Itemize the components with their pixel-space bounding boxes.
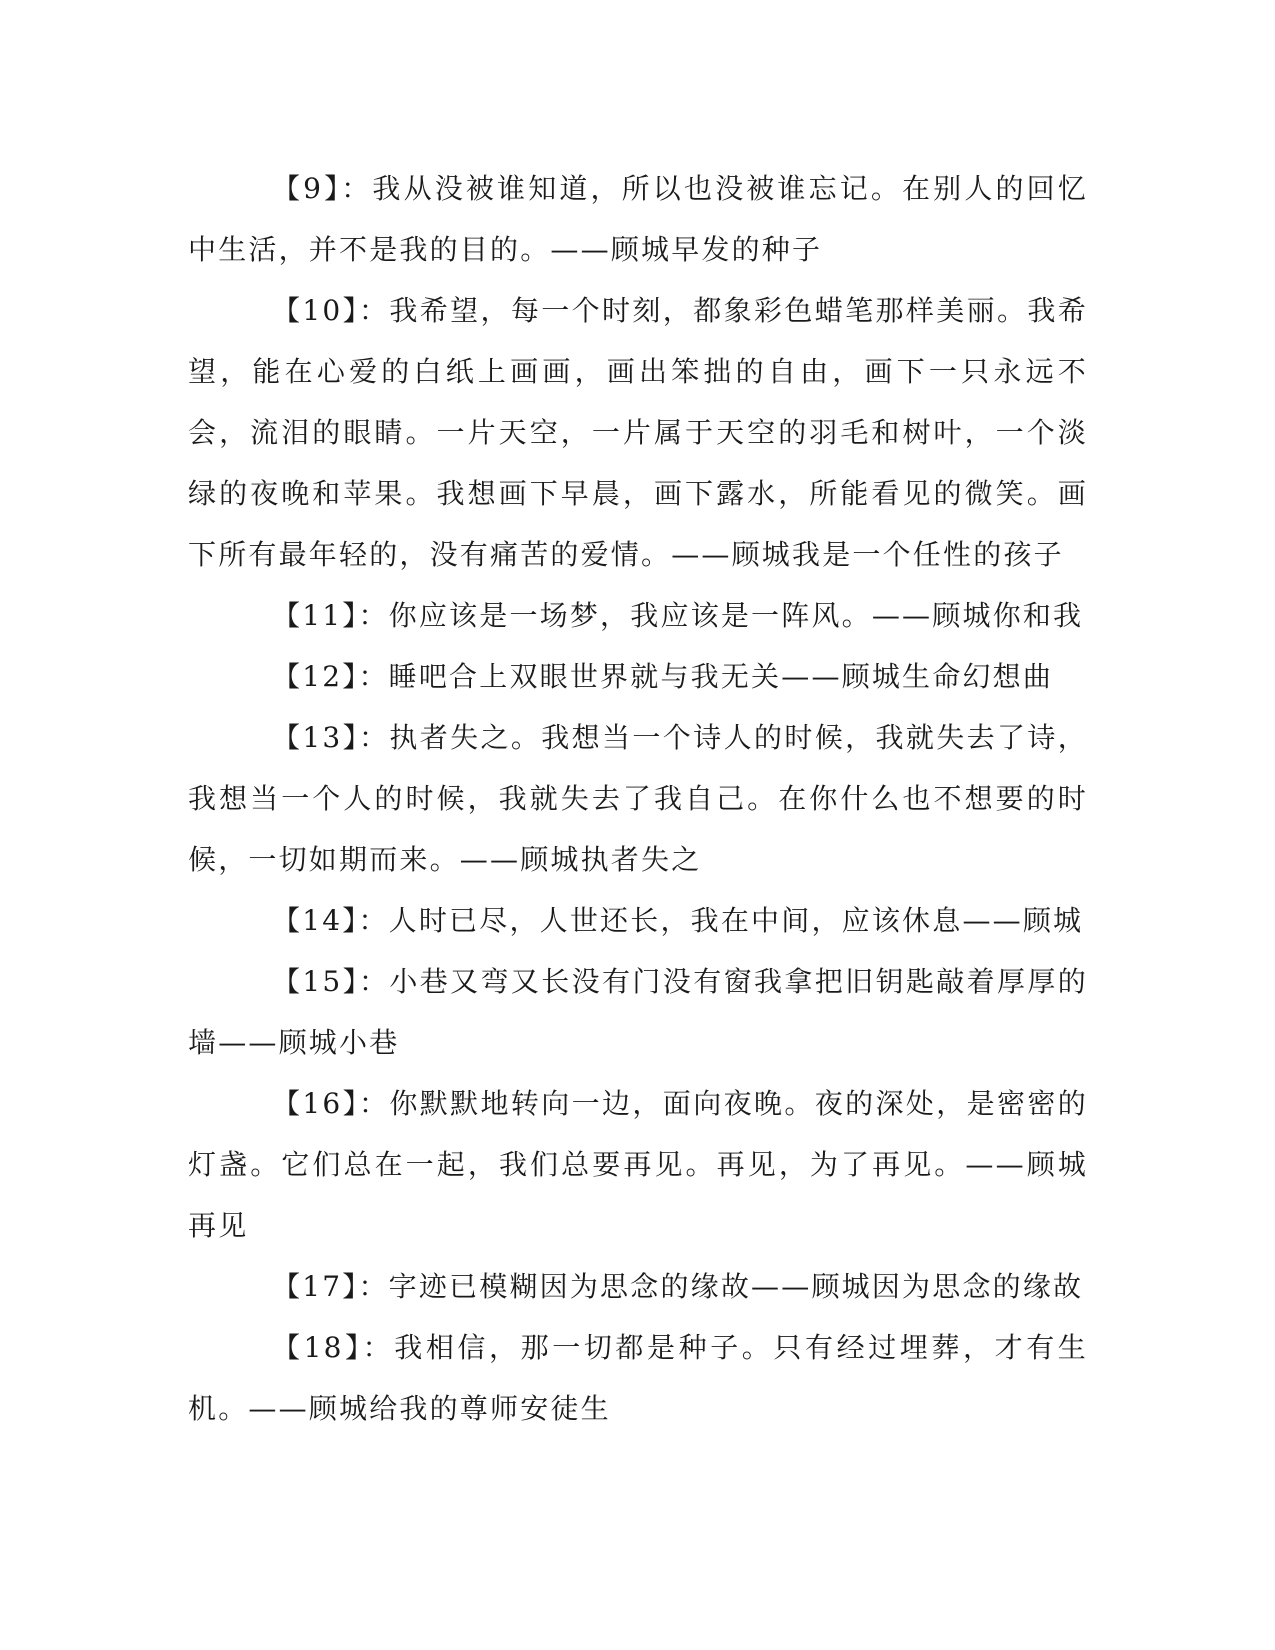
- quote-paragraph: [188, 1317, 1088, 1439]
- quote-number: 【10】: [272, 294, 359, 327]
- quote-paragraph: [188, 707, 1088, 890]
- quote-text: ：我希望，每一个时刻，都象彩色蜡笔那样美丽。我希望，能在心爱的白纸上画画，画出笨拙的自由，画下一只永远不会，流泪的眼睛。一片天空，一片属于天空的羽毛和树叶，一个淡绿的夜晚和苹果。我想画下早晨，画下露水，所能看见的微笑。画下所有最年轻的，没有痛苦的爱情。——顾城我是一个任性的孩子: [188, 294, 1088, 571]
- quote-text: ：小巷又弯又长没有门没有窗我拿把旧钥匙敲着厚厚的墙——顾城小巷: [188, 965, 1088, 1059]
- quote-number: 【13】: [272, 721, 359, 754]
- quote-number: 【14】: [272, 904, 359, 937]
- quote-text: ：执者失之。我想当一个诗人的时候，我就失去了诗，我想当一个人的时候，我就失去了我自己。在你什么也不想要的时候，一切如期而来。——顾城执者失之: [188, 721, 1088, 876]
- quote-number: 【16】: [272, 1087, 359, 1120]
- quote-number: 【17】: [272, 1270, 359, 1303]
- quote-text: ：人时已尽，人世还长，我在中间，应该休息——顾城: [358, 904, 1084, 937]
- quote-paragraph: [188, 951, 1088, 1073]
- quote-number: 【12】: [272, 660, 359, 693]
- quote-text: ：我从没被谁知道，所以也没被谁忘记。在别人的回忆中生活，并不是我的目的。——顾城早发的种子: [188, 172, 1088, 266]
- quote-number: 【15】: [272, 965, 359, 998]
- quote-text: ：字迹已模糊因为思念的缘故——顾城因为思念的缘故: [358, 1270, 1084, 1303]
- quote-paragraph: [188, 158, 1088, 280]
- quote-paragraph: [188, 280, 1088, 585]
- quote-paragraph: [188, 585, 1088, 646]
- quote-text: ：你默默地转向一边，面向夜晚。夜的深处，是密密的灯盏。它们总在一起，我们总要再见。再见，为了再见。——顾城再见: [188, 1087, 1088, 1242]
- quote-number: 【18】: [272, 1331, 363, 1364]
- quote-text: ：睡吧合上双眼世界就与我无关——顾城生命幻想曲: [358, 660, 1054, 693]
- quote-text: ：我相信，那一切都是种子。只有经过埋葬，才有生机。——顾城给我的尊师安徒生: [188, 1331, 1088, 1425]
- quote-paragraph: [188, 890, 1088, 951]
- quote-paragraph: [188, 646, 1088, 707]
- quote-number: 【9】: [272, 172, 342, 205]
- quote-paragraph: [188, 1073, 1088, 1256]
- quote-text: ：你应该是一场梦，我应该是一阵风。——顾城你和我: [358, 599, 1084, 632]
- quote-paragraph: [188, 1256, 1088, 1317]
- quote-number: 【11】: [272, 599, 359, 632]
- document-body: [188, 158, 1088, 1439]
